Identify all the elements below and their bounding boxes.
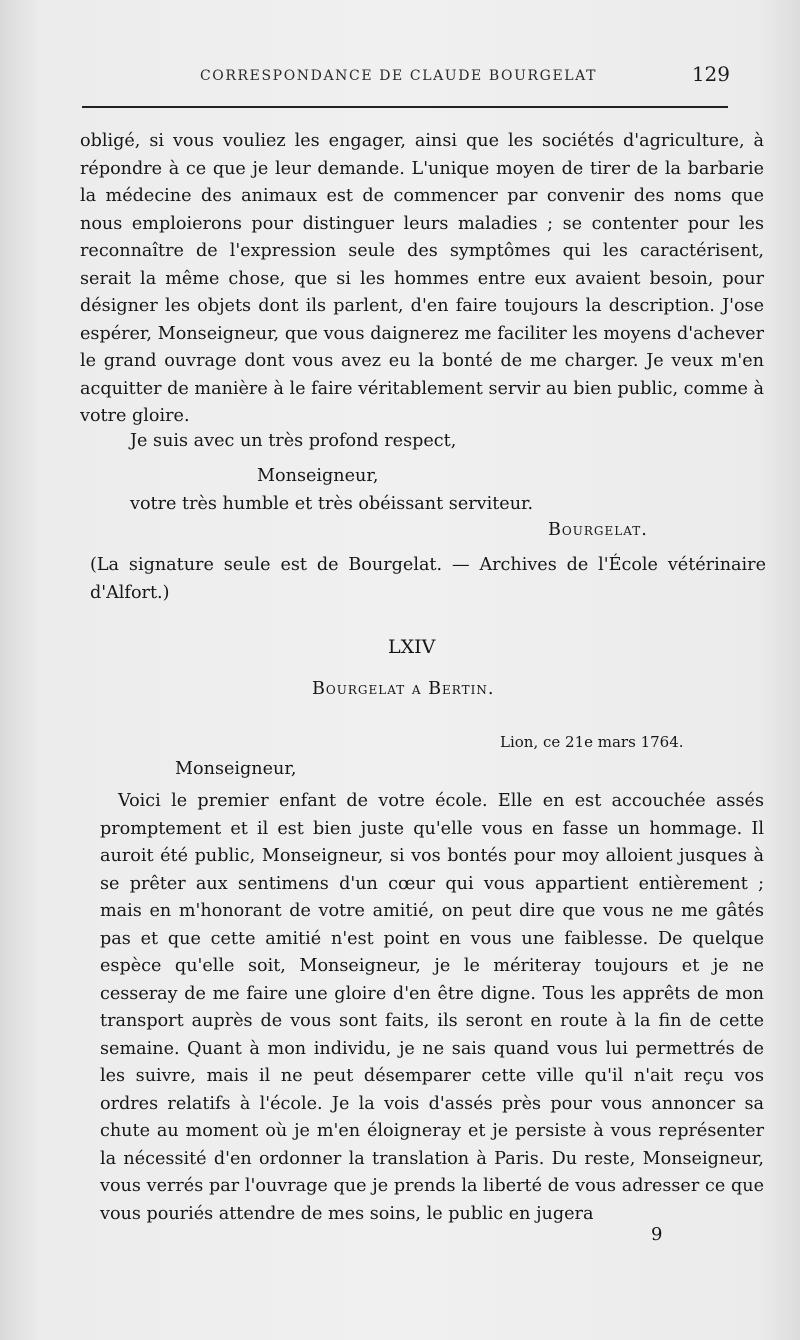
letter-body: obligé, si vous vouliez les engager, ainsi que les sociétés d'agriculture, à répondre à ce que je leur demande. L'unique moyen de tirer de la barbarie la médecine des animaux est de commencer par convenir des noms que nous emploierons pour distinguer leurs maladies ; se contenter pour les reconnaître de l'expression seule des symptômes qui les caractérisent, serait la même chose, que si les hommes entre eux avaient besoin, pour désigner les objets dont ils parlent, d'en faire toujours la description. J'ose espérer, Monseigneur, que vous daignerez me faciliter les moyens d'achever le grand ouvrage dont vous avez eu la bonté de me charger. Je veux m'en acquitter de manière à le faire véritablement servir au bien public, comme à votre gloire. xyxy=(80,131,764,426)
archival-note: (La signature seule est de Bourgelat. — Archives de l'École vétérinaire d'Alfort.) xyxy=(90,555,766,603)
closing-formula: votre très humble et très obéissant serviteur. xyxy=(130,494,534,514)
letter-body-2: Voici le premier enfant de votre école. Elle en est accouchée assés promptement et il est bien juste qu'elle vous en fasse un hommage. Il auroit été public, Monseigneur, si vos bontés pour moy alloient jusques à se prêter aux sentimens d'un cœur qui vous appartient entièrement ; mais en m'honorant de votre amitié, on peut dire que vous ne me gâtés pas et que cette amitié n'est point en vous une faiblesse. De quelque espèce qu'elle soit, Monseigneur, je le mériteray toujours et je ne cesseray de me faire une gloire d'en être digne. Tous les apprêts de mon transport auprès de vous sont faits, ils seront en route à la fin de cette semaine. Quant à mon individu, je ne sais quand vous lui permettrés de les suivre, mais il ne peut désemparer cette ville qu'il n'ait reçu vos ordres relatifs à l'école. Je la vois d'assés près pour vous annoncer sa chute au moment où je m'en éloigneray et je persiste à vous représenter la nécessité d'en ordonner la translation à Paris. Du reste, Monseigneur, vous verrés par l'ouvrage que je prends la liberté de vous adresser ce que vous pouriés attendre de mes soins, le public en jugera xyxy=(100,791,764,1224)
dateline: Lion, ce 21e mars 1764. xyxy=(500,733,684,751)
letter-number: LXIV xyxy=(388,636,436,658)
running-title: CORRESPONDANCE DE CLAUDE BOURGELAT xyxy=(200,68,598,84)
closing-salutation: Monseigneur, xyxy=(257,466,379,486)
letter-title: Bourgelat a Bertin. xyxy=(312,679,495,699)
page-number: 129 xyxy=(691,62,730,86)
salutation: Monseigneur, xyxy=(175,759,297,779)
signature-mark: 9 xyxy=(651,1224,663,1245)
signature: Bourgelat. xyxy=(548,520,648,540)
header-rule xyxy=(82,106,728,108)
closing-line: Je suis avec un très profond respect, xyxy=(130,431,457,451)
page-header xyxy=(80,62,730,92)
